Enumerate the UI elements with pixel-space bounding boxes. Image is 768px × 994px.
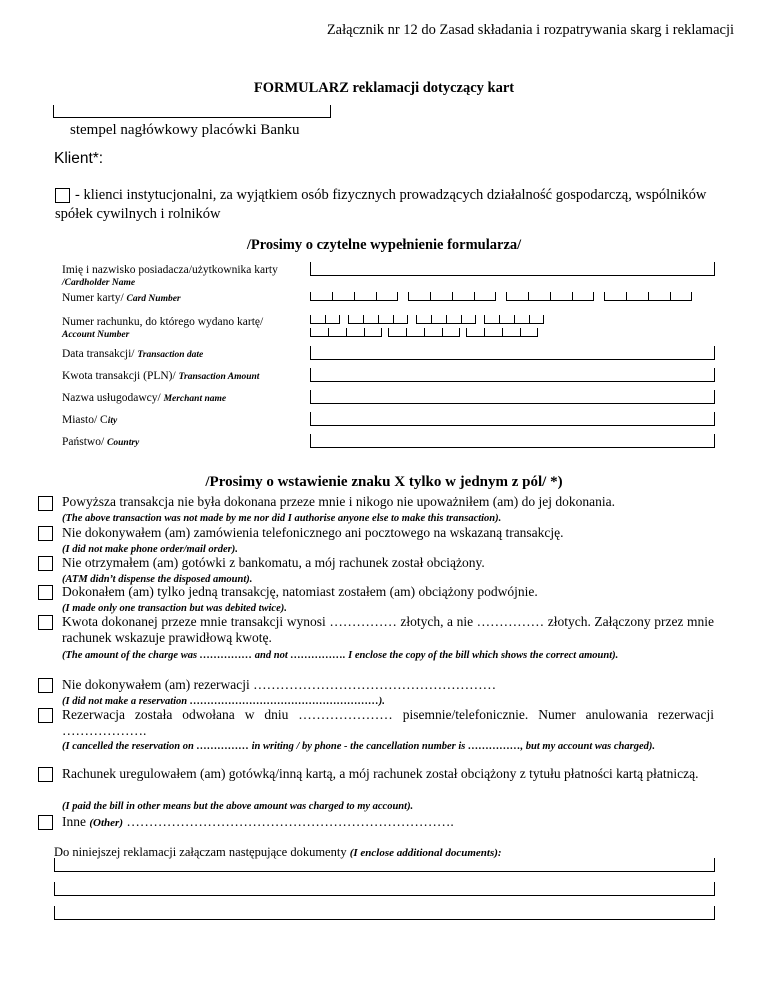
option-checkbox-double-debit[interactable]	[38, 585, 53, 600]
option-no-reservation-en: (I did not make a reservation ………………………………………………).	[62, 696, 385, 707]
country-label: Państwo/ Country	[62, 436, 140, 448]
option-double-debit-en: (I made only one transaction but was debited twice).	[62, 603, 287, 614]
digit-cell[interactable]	[364, 328, 382, 337]
option-checkbox-no-reservation[interactable]	[38, 678, 53, 693]
option-paid-otherwise-en: (I paid the bill in other means but the above amount was charged to my account).	[62, 801, 414, 812]
digit-cell[interactable]	[431, 315, 446, 324]
city-field[interactable]	[310, 412, 715, 426]
digit-cell[interactable]	[572, 292, 594, 301]
fill-request-note: /Prosimy o czytelne wypełnienie formularza/	[246, 237, 522, 253]
digit-cell[interactable]	[310, 292, 332, 301]
digit-cell[interactable]	[416, 315, 431, 324]
account-number-field[interactable]	[310, 315, 710, 341]
digit-cell[interactable]	[354, 292, 376, 301]
cardholder-name-field[interactable]	[310, 262, 715, 276]
digit-cell[interactable]	[325, 315, 340, 324]
option-checkbox-cancelled-reservation[interactable]	[38, 708, 53, 723]
digit-cell[interactable]	[529, 315, 544, 324]
transaction-date-label: Data transakcji/ Transaction date	[62, 348, 204, 360]
digit-cell[interactable]	[499, 315, 514, 324]
digit-cell[interactable]	[310, 315, 325, 324]
merchant-name-field[interactable]	[310, 390, 715, 404]
option-wrong-amount-text: Kwota dokonanej przeze mnie transakcji wynosi …………… złotych, a nie …………… złotych. Załączony przez mnie rachunek wskazuje prawidłową kwotę.	[62, 614, 714, 645]
digit-cell[interactable]	[502, 328, 520, 337]
option-checkbox-other[interactable]	[38, 815, 53, 830]
option-checkbox-wrong-amount[interactable]	[38, 615, 53, 630]
digit-cell[interactable]	[474, 292, 496, 301]
cardholder-name-label: Imię i nazwisko posiadacza/użytkownika karty /Cardholder Name	[62, 264, 278, 288]
digit-cell[interactable]	[514, 315, 529, 324]
digit-cell[interactable]	[424, 328, 442, 337]
option-no-phone-order-en: (I did not make phone order/mail order).	[62, 544, 238, 555]
option-double-debit-text: Dokonałem (am) tylko jedną transakcję, natomiast zostałem (am) obciążony podwójnie.	[62, 584, 538, 599]
option-checkbox-unauthorised[interactable]	[38, 496, 53, 511]
option-no-phone-order-text: Nie dokonywałem (am) zamówienia telefonicznego ani pocztowego na wskazaną transakcję.	[62, 525, 564, 540]
bank-stamp-label: stempel nagłówkowy placówki Banku	[70, 122, 300, 138]
city-label: Miasto/ City	[62, 414, 118, 426]
digit-cell[interactable]	[528, 292, 550, 301]
documents-line-2[interactable]	[54, 882, 715, 896]
transaction-amount-field[interactable]	[310, 368, 715, 382]
digit-cell[interactable]	[348, 315, 363, 324]
digit-cell[interactable]	[430, 292, 452, 301]
option-wrong-amount-en: (The amount of the charge was …………… and not ……………. I enclose the copy of the bill which shows the correct amount).	[62, 650, 619, 661]
digit-cell[interactable]	[378, 315, 393, 324]
transaction-date-field[interactable]	[310, 346, 715, 360]
digit-cell[interactable]	[550, 292, 572, 301]
merchant-name-label: Nazwa usługodawcy/ Merchant name	[62, 392, 227, 404]
option-unauthorised-en: (The above transaction was not made by me nor did I authorise anyone else to make this transaction).	[62, 513, 502, 524]
digit-cell[interactable]	[406, 328, 424, 337]
digit-cell[interactable]	[376, 292, 398, 301]
x-mark-request-note: /Prosimy o wstawienie znaku X tylko w jednym z pól/ *)	[205, 474, 563, 490]
digit-cell[interactable]	[388, 328, 406, 337]
institutional-client-text: - klienci instytucjonalni, za wyjątkiem osób fizycznych prowadzących działalność gospodarczą, wspólników spółek cywilnych i rolników	[55, 187, 707, 222]
option-no-reservation-text: Nie dokonywałem (am) rezerwacji ………………………………………………	[62, 677, 497, 692]
digit-cell[interactable]	[466, 328, 484, 337]
option-checkbox-paid-otherwise[interactable]	[38, 767, 53, 782]
digit-cell[interactable]	[484, 315, 499, 324]
annex-header: Załącznik nr 12 do Zasad składania i rozpatrywania skarg i reklamacji	[326, 22, 734, 38]
digit-cell[interactable]	[310, 328, 328, 337]
digit-cell[interactable]	[648, 292, 670, 301]
option-paid-otherwise-text: Rachunek uregulowałem (am) gotówką/inną kartą, a mój rachunek został obciążony z tytułu płatności kartą płatniczą.	[62, 766, 699, 781]
option-unauthorised-text: Powyższa transakcja nie była dokonana przeze mnie i nikogo nie upoważniłem (am) do jej dokonania.	[62, 494, 615, 509]
digit-cell[interactable]	[520, 328, 538, 337]
form-title: FORMULARZ reklamacji dotyczący kart	[253, 80, 515, 96]
digit-cell[interactable]	[604, 292, 626, 301]
digit-cell[interactable]	[393, 315, 408, 324]
option-checkbox-atm-cash[interactable]	[38, 556, 53, 571]
digit-cell[interactable]	[446, 315, 461, 324]
digit-cell[interactable]	[484, 328, 502, 337]
digit-cell[interactable]	[332, 292, 354, 301]
digit-cell[interactable]	[328, 328, 346, 337]
digit-cell[interactable]	[452, 292, 474, 301]
transaction-amount-label: Kwota transakcji (PLN)/ Transaction Amount	[62, 370, 260, 382]
digit-cell[interactable]	[408, 292, 430, 301]
option-atm-cash-text: Nie otrzymałem (am) gotówki z bankomatu, a mój rachunek został obciążony.	[62, 555, 485, 570]
digit-cell[interactable]	[670, 292, 692, 301]
digit-cell[interactable]	[506, 292, 528, 301]
country-field[interactable]	[310, 434, 715, 448]
option-other-text: Inne (Other) ……………………………………………………………….	[62, 814, 454, 829]
option-checkbox-no-phone-order[interactable]	[38, 526, 53, 541]
client-label: Klient*:	[54, 150, 104, 167]
digit-cell[interactable]	[363, 315, 378, 324]
institutional-client-checkbox[interactable]	[55, 188, 70, 203]
digit-cell[interactable]	[626, 292, 648, 301]
digit-cell[interactable]	[442, 328, 460, 337]
option-cancelled-reservation-text: Rezerwacja została odwołana w dniu ………………… pisemnie/telefonicznie. Numer anulowania rezerwacji ……………….	[62, 707, 714, 738]
digit-cell[interactable]	[346, 328, 364, 337]
card-number-label: Numer karty/ Card Number	[62, 292, 181, 304]
bank-stamp-field[interactable]	[53, 105, 331, 118]
digit-cell[interactable]	[461, 315, 476, 324]
account-number-label: Numer rachunku, do którego wydano kartę/ Account Number	[62, 316, 264, 340]
documents-label: Do niniejszej reklamacji załączam następujące dokumenty (I enclose additional documents):	[54, 845, 502, 859]
documents-line-1[interactable]	[54, 858, 715, 872]
card-number-field[interactable]	[310, 291, 710, 303]
option-atm-cash-en: (ATM didn’t dispense the disposed amount).	[62, 574, 253, 585]
documents-line-3[interactable]	[54, 906, 715, 920]
option-cancelled-reservation-en: (I cancelled the reservation on …………… in writing / by phone - the cancellation number is ……………, but my account was charged).	[62, 741, 655, 752]
